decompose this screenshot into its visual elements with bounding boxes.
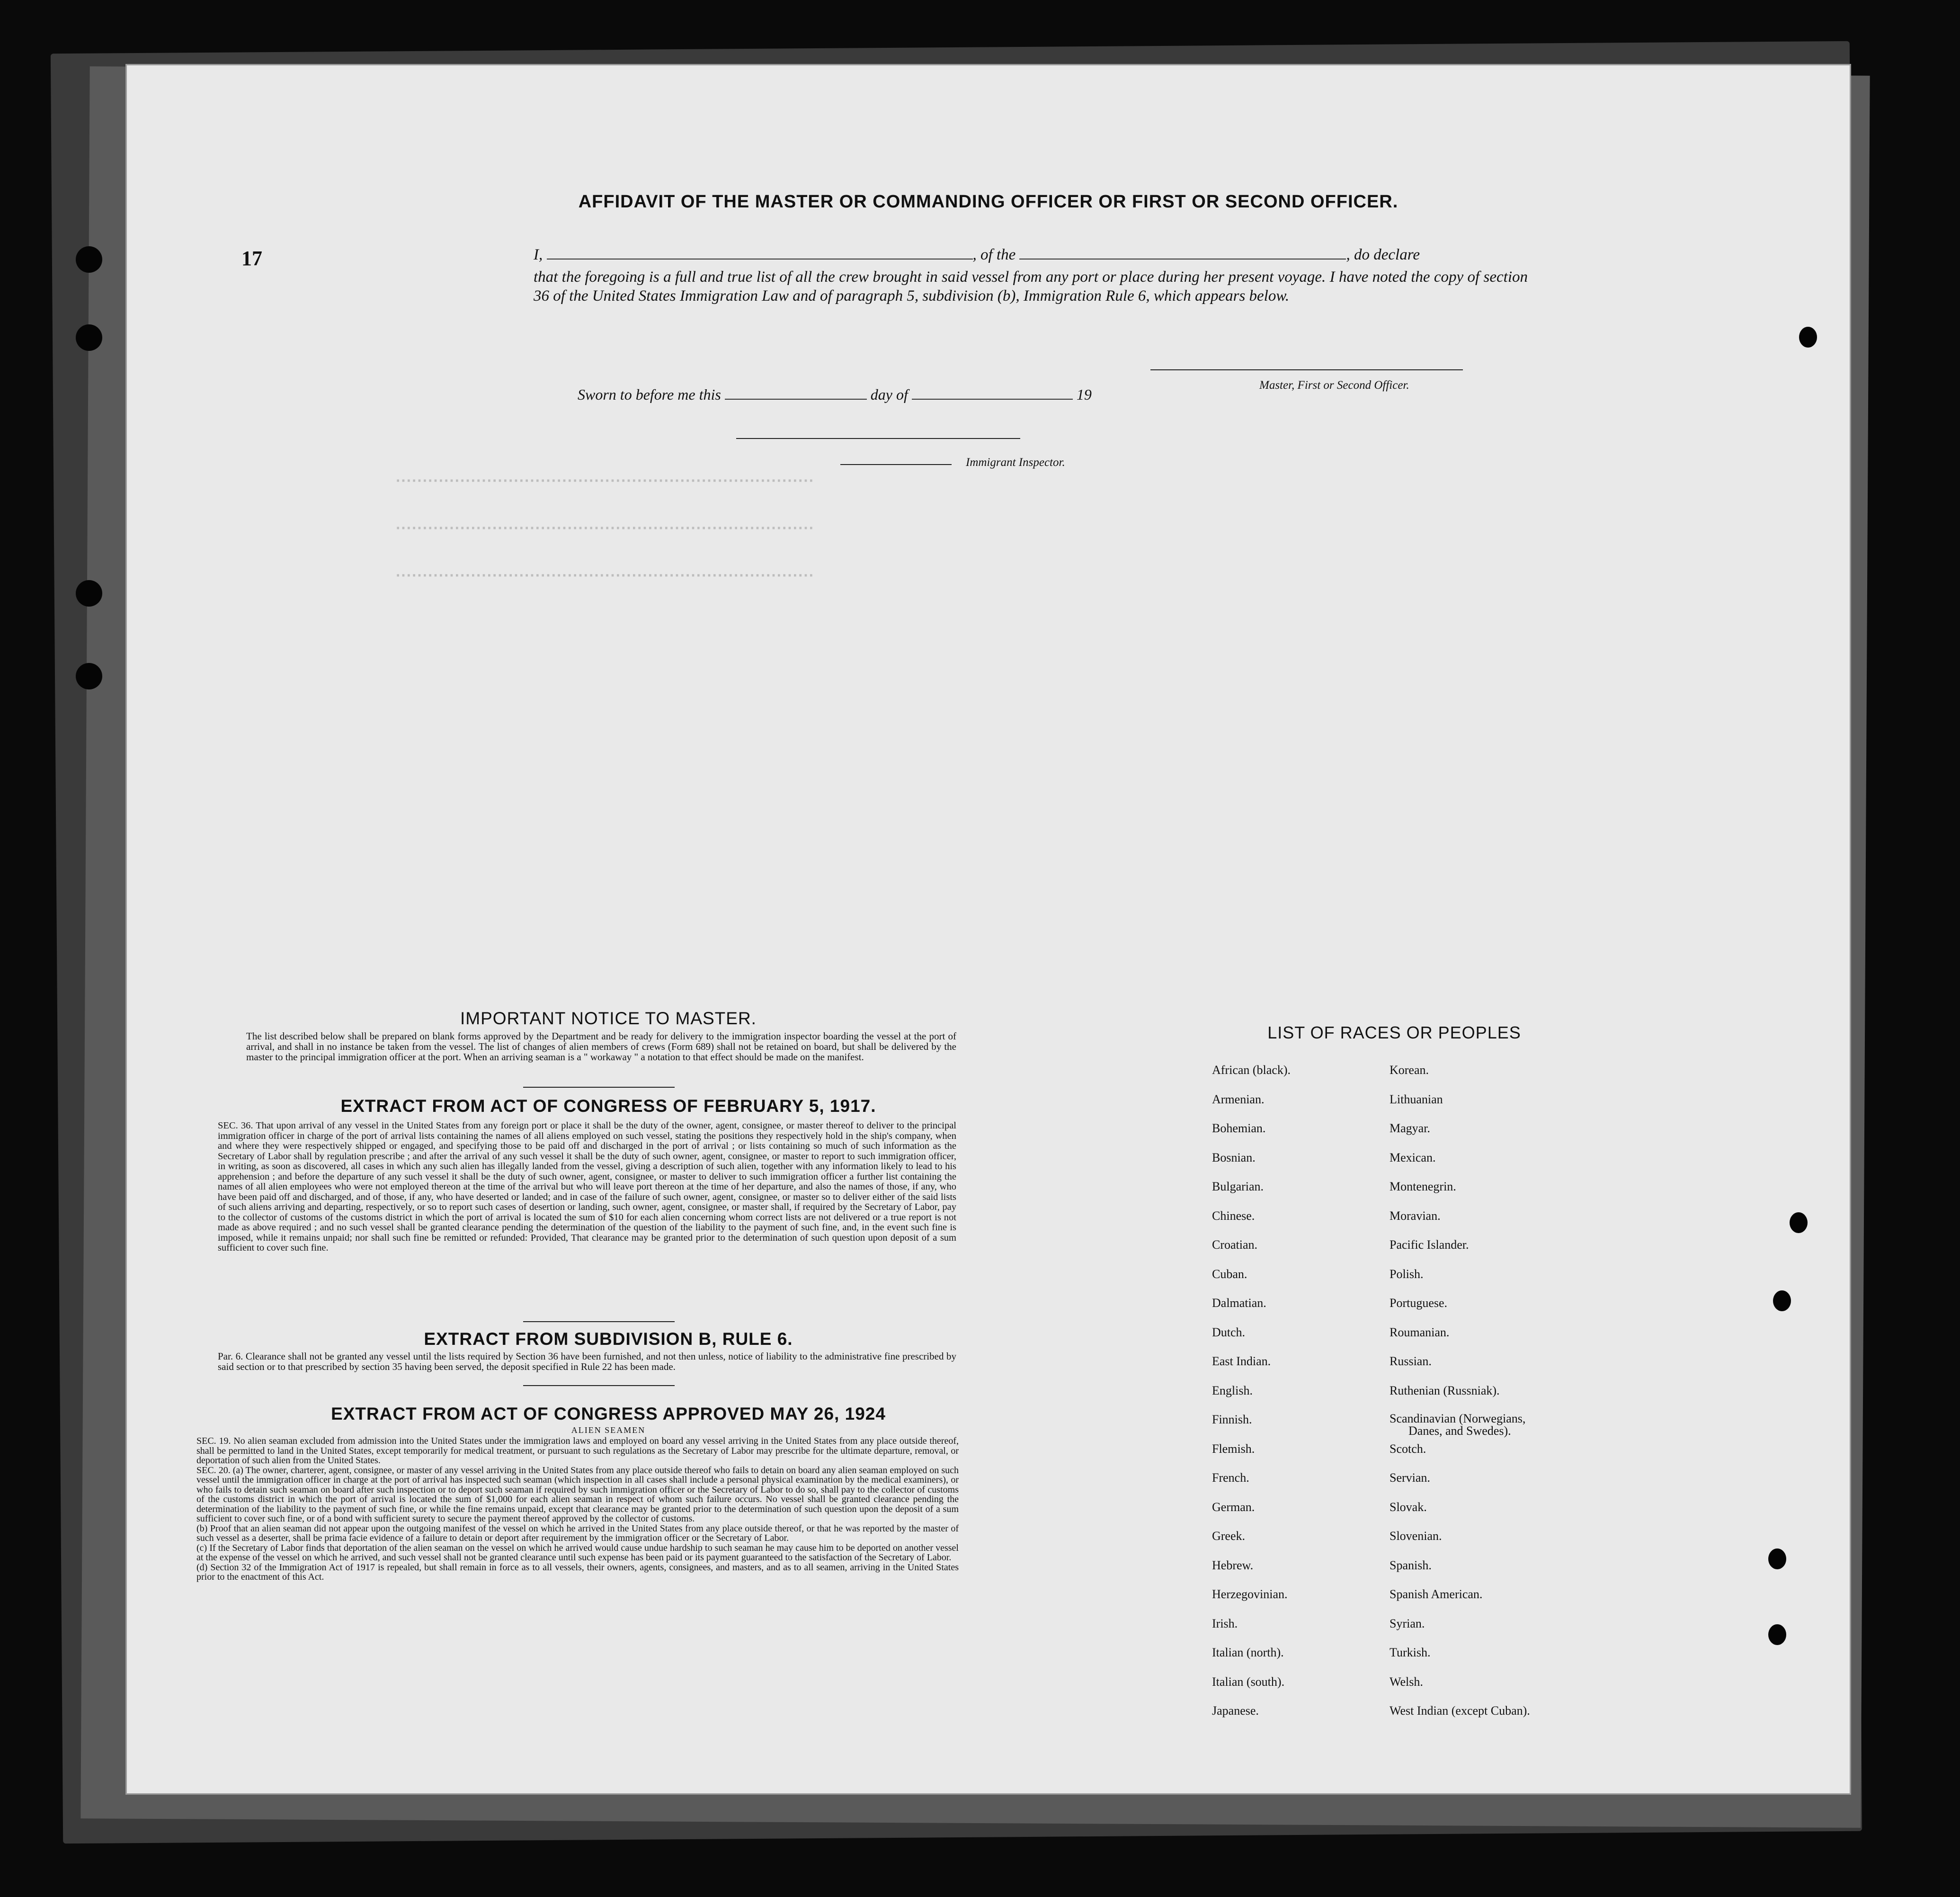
race-item: Magyar. <box>1390 1121 1430 1135</box>
binding-hole <box>76 324 102 351</box>
sworn-day-blank[interactable] <box>725 399 867 400</box>
divider <box>523 1087 675 1088</box>
race-item: East Indian. <box>1212 1354 1271 1368</box>
bleed-through-row: ⋯⋯⋯⋯⋯⋯⋯⋯⋯⋯⋯⋯⋯⋯⋯⋯⋯⋯⋯⋯⋯⋯⋯⋯⋯⋯ <box>395 472 814 490</box>
race-item: Irish. <box>1212 1616 1238 1630</box>
race-item: Dutch. <box>1212 1325 1246 1339</box>
race-item: French. <box>1212 1471 1249 1485</box>
race-item: Croatian. <box>1212 1238 1258 1252</box>
subdivision-b-text: Par. 6. Clearance shall not be granted any vessel until the lists required by Section 36 have been furnished, and not then unless, notice of liability to the administrative fine prescribed by said section or to that prescribed by section 35 having been served, the deposit specified in Rule 22 has been made. <box>218 1351 956 1372</box>
sworn-line: Sworn to before me this day of 19 <box>578 386 1092 403</box>
binding-hole <box>1790 1212 1808 1233</box>
race-item: Russian. <box>1390 1354 1432 1368</box>
master-signature-line[interactable] <box>1150 369 1463 370</box>
sec-20b-text: (b) Proof that an alien seaman did not appear upon the outgoing manifest of the vessel on which he arrived in the United States from any place outside thereof, or that he was reported by the master of such vessel as a deserter, shall be prima facie evidence of a failure to detain or deport after requirement by the immigration officer or the Secretary of Labor. <box>196 1523 959 1543</box>
notice-text: The list described below shall be prepared on blank forms approved by the Department and be ready for delivery to the immigration inspector boarding the vessel at the port of arrival, and shall in no instance be taken from the vessel. The list of changes of alien members of crews (Form 689) shall not be retained on board, but shall be delivered by the master to the principal immigration officer at the port. When an arriving seaman is a " workaway " a notation to that effect should be made on the manifest. <box>246 1030 956 1063</box>
race-item: Portuguese. <box>1390 1296 1448 1310</box>
race-item: Mexican. <box>1390 1150 1436 1164</box>
affidavit-title: AFFIDAVIT OF THE MASTER OR COMMANDING OFFICER OR FIRST OR SECOND OFFICER. <box>578 192 1399 212</box>
binding-hole <box>76 580 102 607</box>
race-item: African (black). <box>1212 1063 1291 1077</box>
race-item: Korean. <box>1390 1063 1429 1077</box>
sworn-month-blank[interactable] <box>912 399 1073 400</box>
divider <box>523 1385 675 1386</box>
affidavit-paragraph: that the foregoing is a full and true list of all the crew brought in said vessel from any port or place during her present voyage. I have noted the copy of section 36 of the United States Immigration Law and of paragraph 5, subdivision (b), Immigration Rule 6, which appears below. <box>534 268 1528 304</box>
race-item: Slovak. <box>1390 1500 1427 1514</box>
race-item: Bohemian. <box>1212 1121 1266 1135</box>
binding-hole <box>1768 1548 1786 1569</box>
sec-19-text: SEC. 19. No alien seaman excluded from admission into the United States under the immigration laws and employed on board any vessel arriving in the United States from any place outside thereof, shall be permitted to land in the United States, except temporarily for medical treatment, or pursuant to such regulations as the Secretary of Labor may prescribe for the ultimate departure, removal, or deportation of such alien from the United States. <box>196 1436 959 1466</box>
bleed-through-row: ⋯⋯⋯⋯⋯⋯⋯⋯⋯⋯⋯⋯⋯⋯⋯⋯⋯⋯⋯⋯⋯⋯⋯⋯⋯⋯ <box>395 567 814 584</box>
race-item: Armenian. <box>1212 1092 1265 1106</box>
race-item: Finnish. <box>1212 1413 1252 1426</box>
binding-hole <box>1799 327 1817 348</box>
affidavit-line1: I, , of the , do declare <box>534 246 1420 263</box>
race-item: Syrian. <box>1390 1616 1425 1630</box>
races-title: LIST OF RACES OR PEOPLES <box>1267 1023 1521 1042</box>
race-item: Servian. <box>1390 1471 1430 1485</box>
sec-20c-text: (c) If the Secretary of Labor finds that deportation of the alien seaman on the vessel on which he arrived would cause undue hardship to such seaman he may cause him to be deported on another vessel at the expense of the vessel on which he arrived, and such vessel shall not be granted clearance until such expense has been paid or its payment guaranteed to the satisfaction of the Secretary of Labor. <box>196 1542 959 1563</box>
race-item: Chinese. <box>1212 1208 1255 1223</box>
inspector-signature-underline <box>840 464 952 465</box>
race-item: Turkish. <box>1390 1646 1431 1659</box>
extract-1924-body <box>196 1436 959 1582</box>
extract-1917-text: SEC. 36. That upon arrival of any vessel in the United States from any foreign port or place it shall be the duty of the owner, agent, consignee, or master thereof to deliver to the principal immigration officer in charge of the port of arrival lists containing the names of all aliens employed on such vessel, stating the positions they respectively hold in the ship's company, when and where they were respectively shipped or engaged, and specifying those to be paid off and discharged in the port of arrival ; or lists containing so much of such information as the Secretary of Labor shall by regulation prescribe ; and after the arrival of any such vessel it shall be the duty of such owner, agent, consignee, or master to report to such immigration officer, in writing, as soon as discovered, all cases in which any such alien has illegally landed from the vessel, giving a description of such alien, together with any information likely to lead to his apprehension ; and before the departure of any such vessel it shall be the duty of such owner, agent, consignee, or master to deliver to such immigration officer a further list containing the names of all alien employees who were not employed thereon at the time of the arrival but who will leave port thereon at the time of her departure, and also the names of those, if any, who have been paid off and discharged, and of those, if any, who have deserted or landed; and in case of the failure of such owner, agent, consignee, or master so to deliver either of the said lists of such aliens arriving and departing, respectively, or so to report such cases of desertion or landing, such owner, agent, consignee, or master shall, if required by the Secretary of Labor, pay to the collector of customs of the customs district in which the port of arrival is located the sum of $10 for each alien concerning whom correct lists are not delivered or a true report is not made as above required ; and no such vessel shall be granted clearance pending the determination of the question of the liability to the payment of such fine, and, in the event such fine is imposed, while it remains unpaid; nor shall such fine be remitted or refunded: Provided, That clearance may be granted prior to the determination of such question upon deposit of a sum sufficient to cover such fine. <box>218 1120 956 1253</box>
subdivision-b-title: EXTRACT FROM SUBDIVISION B, RULE 6. <box>424 1329 793 1349</box>
sec-20a-text: SEC. 20. (a) The owner, charterer, agent, consignee, or master of any vessel arriving in the United States from any place outside thereof who fails to detain on board any alien seaman employed on such vessel until the immigration officer in charge at the port of arrival has inspected such seaman (which inspection in all cases shall include a personal physical examination by the medical examiners), or who fails to detain such seaman on board after such inspection or to deport such seaman if required by such immigration officer or the Secretary of Labor to do so, shall pay to the collector of customs of the customs district in which the port of arrival is located the sum of $1,000 for each alien seaman in respect of whom such failure occurs. No vessel shall be granted clearance pending the determination of the liability to the payment of such fine, or while the fine remains unpaid, except that clearance may be granted prior to the determination of such question upon the deposit of a sum sufficient to cover such fine, or of a bond with sufficient surety to secure the payment thereof approved by the collector of customs. <box>196 1465 959 1524</box>
race-item: Herzegovinian. <box>1212 1587 1288 1601</box>
race-item: Welsh. <box>1390 1674 1423 1689</box>
race-item: Scotch. <box>1390 1441 1426 1456</box>
race-item: Slovenian. <box>1390 1529 1442 1543</box>
race-item: Italian (north). <box>1212 1646 1284 1659</box>
race-item: Italian (south). <box>1212 1674 1285 1689</box>
extract-1917-title: EXTRACT FROM ACT OF CONGRESS OF FEBRUARY 5, 1917. <box>340 1096 876 1116</box>
binding-hole <box>76 246 102 273</box>
race-item: Bosnian. <box>1212 1150 1256 1164</box>
race-item: Pacific Islander. <box>1390 1238 1469 1252</box>
race-item: Japanese. <box>1212 1704 1259 1718</box>
race-item: Lithuanian <box>1390 1092 1443 1106</box>
race-item: Spanish. <box>1390 1558 1432 1572</box>
notice-title: IMPORTANT NOTICE TO MASTER. <box>460 1009 757 1028</box>
race-item: Dalmatian. <box>1212 1296 1266 1310</box>
race-item: German. <box>1212 1500 1255 1514</box>
divider <box>523 1321 675 1322</box>
binding-hole <box>1768 1624 1786 1645</box>
binding-hole <box>1773 1290 1791 1311</box>
race-item: Montenegrin. <box>1390 1180 1456 1193</box>
binding-hole <box>76 663 102 689</box>
race-item: Flemish. <box>1212 1441 1255 1456</box>
race-item: Hebrew. <box>1212 1558 1254 1572</box>
inspector-label: Immigrant Inspector. <box>966 456 1065 469</box>
form-page <box>125 64 1851 1795</box>
master-label: Master, First or Second Officer. <box>1259 379 1409 392</box>
race-item: Roumanian. <box>1390 1325 1450 1339</box>
race-item: Cuban. <box>1212 1267 1247 1281</box>
inspector-signature-line[interactable] <box>736 438 1020 439</box>
race-item: West Indian (except Cuban). <box>1390 1704 1530 1718</box>
extract-1924-title: EXTRACT FROM ACT OF CONGRESS APPROVED MAY 26, 1924 <box>331 1404 886 1423</box>
race-item: Bulgarian. <box>1212 1180 1264 1193</box>
margin-mark: 17 <box>241 247 262 270</box>
race-item: English. <box>1212 1383 1253 1397</box>
sec-20d-text: (d) Section 32 of the Immigration Act of 1917 is repealed, but shall remain in force as to all vessels, their owners, agents, consignees, and masters, and as to all seamen, arriving in the United States prior to the enactment of this Act. <box>196 1562 959 1582</box>
race-item: Moravian. <box>1390 1208 1441 1223</box>
race-item: Spanish American. <box>1390 1587 1483 1601</box>
extract-1924-subtitle: ALIEN SEAMEN <box>571 1425 646 1435</box>
race-item: Ruthenian (Russniak). <box>1390 1383 1500 1397</box>
race-item: Scandinavian (Norwegians, Danes, and Swedes). <box>1390 1412 1526 1438</box>
bleed-through-row: ⋯⋯⋯⋯⋯⋯⋯⋯⋯⋯⋯⋯⋯⋯⋯⋯⋯⋯⋯⋯⋯⋯⋯⋯⋯⋯ <box>395 519 814 537</box>
race-item: Greek. <box>1212 1529 1246 1543</box>
race-item: Polish. <box>1390 1267 1424 1281</box>
